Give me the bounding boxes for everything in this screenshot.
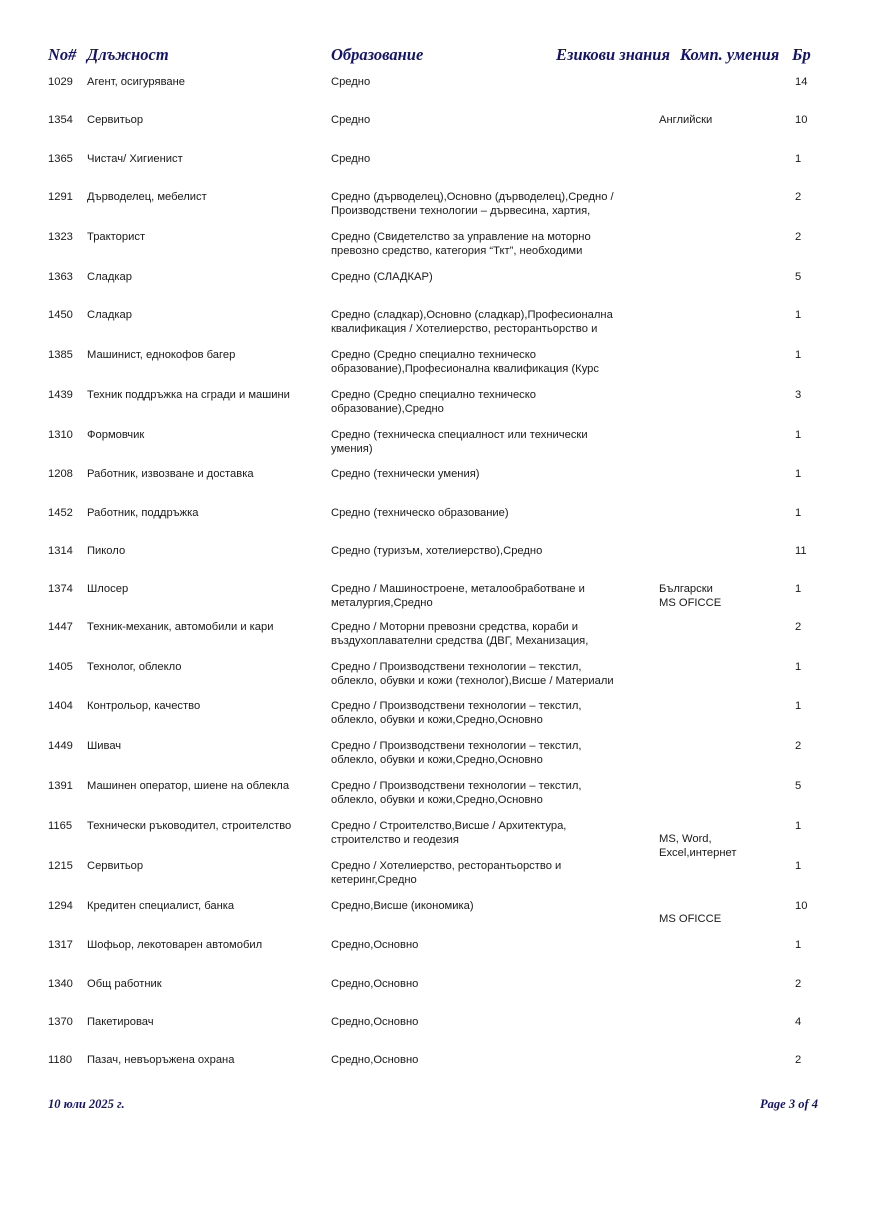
row-position: Шофьор, лекотоварен автомобил bbox=[87, 939, 263, 951]
row-number: 1374 bbox=[48, 583, 73, 595]
education-line: образование),Средно bbox=[331, 403, 444, 415]
row-count: 3 bbox=[795, 389, 802, 401]
row-position: Техник поддръжка на сгради и машини bbox=[87, 389, 290, 401]
row-position: Чистач/ Хигиенист bbox=[87, 153, 183, 165]
row-position: Работник, поддръжка bbox=[87, 507, 199, 519]
header-languages: Езикови знания bbox=[556, 45, 670, 64]
education-line: Средно,Висше (икономика) bbox=[331, 900, 474, 912]
education-line: Средно (Свидетелство за управление на моторно bbox=[331, 231, 591, 243]
education-line: Средно / Строителство,Висше / Архитектура, bbox=[331, 820, 567, 832]
header-education: Образование bbox=[331, 45, 424, 64]
education-line: Средно,Основно bbox=[331, 1054, 419, 1066]
skills-entry bbox=[659, 832, 737, 860]
row-count: 2 bbox=[795, 1054, 802, 1066]
skill-line: Excel,интернет bbox=[659, 847, 737, 859]
row-number: 1447 bbox=[48, 621, 73, 633]
row-count: 1 bbox=[795, 661, 802, 673]
row-education bbox=[331, 113, 370, 127]
row-education bbox=[331, 859, 561, 887]
row-education bbox=[331, 75, 370, 89]
row-education bbox=[331, 544, 542, 558]
row-education bbox=[331, 152, 370, 166]
education-line: Средно / Производствени технологии – текстил, bbox=[331, 661, 582, 673]
row-education bbox=[331, 428, 588, 456]
row-count: 10 bbox=[795, 114, 808, 126]
row-number: 1365 bbox=[48, 153, 73, 165]
row-position: Шлосер bbox=[87, 583, 129, 595]
row-number: 1449 bbox=[48, 740, 73, 752]
education-line: металургия,Средно bbox=[331, 597, 433, 609]
row-count: 5 bbox=[795, 271, 802, 283]
row-education bbox=[331, 190, 614, 218]
header-no: No# bbox=[48, 45, 77, 64]
education-line: облекло, обувки и кожи,Средно,Основно bbox=[331, 754, 543, 766]
row-position: Кредитен специалист, банка bbox=[87, 900, 235, 912]
education-line: строителство и геодезия bbox=[331, 834, 459, 846]
row-count: 2 bbox=[795, 231, 802, 243]
skills-entry bbox=[659, 582, 721, 610]
row-education bbox=[331, 977, 418, 991]
row-number: 1310 bbox=[48, 429, 73, 441]
row-position: Шивач bbox=[87, 740, 122, 752]
skills-entry bbox=[659, 113, 712, 127]
row-number: 1404 bbox=[48, 700, 73, 712]
row-number: 1340 bbox=[48, 978, 73, 990]
row-count: 14 bbox=[795, 76, 808, 88]
education-line: Средно (технически умения) bbox=[331, 468, 480, 480]
row-education bbox=[331, 1053, 418, 1067]
footer-date: 10 юли 2025 г. bbox=[48, 1097, 125, 1111]
row-number: 1405 bbox=[48, 661, 73, 673]
row-education bbox=[331, 467, 480, 481]
row-number: 1439 bbox=[48, 389, 73, 401]
education-line: Средно / Производствени технологии – текстил, bbox=[331, 740, 582, 752]
row-position: Технически ръководител, строителство bbox=[87, 820, 292, 832]
row-education bbox=[331, 819, 566, 847]
row-position: Технолог, облекло bbox=[87, 661, 182, 673]
skill-line: MS OFICCE bbox=[659, 597, 722, 609]
skill-line: Български bbox=[659, 583, 713, 595]
education-line: Средно (СЛАДКАР) bbox=[331, 271, 433, 283]
row-position: Машинен оператор, шиене на облекла bbox=[87, 780, 290, 792]
row-position: Пазач, невъоръжена охрана bbox=[87, 1054, 235, 1066]
row-number: 1452 bbox=[48, 507, 73, 519]
row-count: 4 bbox=[795, 1016, 802, 1028]
education-line: образование),Професионална квалификация (Курс bbox=[331, 363, 599, 375]
row-education bbox=[331, 899, 474, 913]
education-line: облекло, обувки и кожи (технолог),Висше / Материали bbox=[331, 675, 614, 687]
row-count: 10 bbox=[795, 900, 808, 912]
row-position: Формовчик bbox=[87, 429, 145, 441]
education-line: облекло, обувки и кожи,Средно,Основно bbox=[331, 794, 543, 806]
row-position: Контрольор, качество bbox=[87, 700, 201, 712]
row-number: 1208 bbox=[48, 468, 73, 480]
education-line: Средно (дърводелец),Основно (дърводелец),Средно / bbox=[331, 191, 614, 203]
header-computer-skills: Комп. умения bbox=[680, 45, 780, 64]
education-line: Средно,Основно bbox=[331, 978, 419, 990]
row-number: 1363 bbox=[48, 271, 73, 283]
education-line: умения) bbox=[331, 443, 373, 455]
row-position: Пиколо bbox=[87, 545, 126, 557]
row-number: 1450 bbox=[48, 309, 73, 321]
education-line: Средно / Производствени технологии – текстил, bbox=[331, 700, 582, 712]
skill-line: Английски bbox=[659, 114, 713, 126]
row-number: 1180 bbox=[48, 1054, 73, 1066]
row-education bbox=[331, 660, 614, 688]
row-number: 1317 bbox=[48, 939, 73, 951]
education-line: Средно bbox=[331, 153, 371, 165]
row-count: 1 bbox=[795, 429, 802, 441]
row-number: 1354 bbox=[48, 114, 73, 126]
row-education bbox=[331, 779, 581, 807]
row-count: 2 bbox=[795, 621, 802, 633]
row-count: 1 bbox=[795, 309, 802, 321]
header-position: Длъжност bbox=[87, 45, 169, 64]
row-position: Сервитьор bbox=[87, 114, 144, 126]
education-line: Средно (техническа специалност или технически bbox=[331, 429, 588, 441]
row-count: 5 bbox=[795, 780, 802, 792]
education-line: Средно (Средно специално техническо bbox=[331, 349, 537, 361]
row-number: 1029 bbox=[48, 76, 73, 88]
education-line: Средно (туризъм, хотелиерство),Средно bbox=[331, 545, 543, 557]
education-line: кетеринг,Средно bbox=[331, 874, 417, 886]
row-position: Техник-механик, автомобили и кари bbox=[87, 621, 274, 633]
row-education bbox=[331, 388, 536, 416]
row-position: Агент, осигуряване bbox=[87, 76, 186, 88]
footer-page-number: Page 3 of 4 bbox=[760, 1097, 818, 1111]
education-line: Средно (Средно специално техническо bbox=[331, 389, 537, 401]
education-line: квалификация / Хотелиерство, ресторантьорство и bbox=[331, 323, 598, 335]
education-line: Средно,Основно bbox=[331, 939, 419, 951]
row-count: 11 bbox=[795, 545, 807, 557]
row-count: 1 bbox=[795, 583, 802, 595]
row-education bbox=[331, 938, 418, 952]
row-number: 1215 bbox=[48, 860, 73, 872]
education-line: Средно (техническо образование) bbox=[331, 507, 509, 519]
row-education bbox=[331, 739, 581, 767]
row-count: 2 bbox=[795, 740, 802, 752]
education-line: облекло, обувки и кожи,Средно,Основно bbox=[331, 714, 543, 726]
row-count: 2 bbox=[795, 978, 802, 990]
row-count: 2 bbox=[795, 191, 802, 203]
education-line: Средно (сладкар),Основно (сладкар),Професионална bbox=[331, 309, 613, 321]
skills-entry bbox=[659, 912, 721, 926]
row-number: 1314 bbox=[48, 545, 73, 557]
row-number: 1385 bbox=[48, 349, 73, 361]
row-position: Тракторист bbox=[87, 231, 146, 243]
education-line: Средно / Моторни превозни средства, кораби и bbox=[331, 621, 579, 633]
row-number: 1323 bbox=[48, 231, 73, 243]
row-education bbox=[331, 348, 599, 376]
row-count: 1 bbox=[795, 468, 802, 480]
education-line: Средно bbox=[331, 114, 371, 126]
education-line: Производствени технологии – дървесина, хартия, bbox=[331, 205, 591, 217]
education-line: Средно / Хотелиерство, ресторантьорство и bbox=[331, 860, 562, 872]
row-count: 1 bbox=[795, 939, 802, 951]
education-line: Средно / Производствени технологии – текстил, bbox=[331, 780, 582, 792]
education-line: превозно средство, категория “Ткт”, необходими bbox=[331, 245, 583, 257]
education-line: Средно bbox=[331, 76, 371, 88]
row-education bbox=[331, 582, 585, 610]
row-education bbox=[331, 620, 588, 648]
skill-line: MS, Word, bbox=[659, 833, 712, 845]
row-education bbox=[331, 230, 591, 258]
education-line: въздухоплавателни средства (ДВГ, Механизация, bbox=[331, 635, 589, 647]
row-education bbox=[331, 308, 613, 336]
row-education bbox=[331, 699, 581, 727]
education-line: Средно,Основно bbox=[331, 1016, 419, 1028]
row-position: Сервитьор bbox=[87, 860, 144, 872]
row-education bbox=[331, 506, 509, 520]
header-count: Бр bbox=[792, 45, 811, 64]
row-position: Сладкар bbox=[87, 271, 132, 283]
row-position: Дърводелец, мебелист bbox=[87, 191, 207, 203]
row-education bbox=[331, 270, 433, 284]
row-position: Пакетировач bbox=[87, 1016, 154, 1028]
row-position: Машинист, еднокофов багер bbox=[87, 349, 236, 361]
row-count: 1 bbox=[795, 860, 802, 872]
row-count: 1 bbox=[795, 507, 802, 519]
row-number: 1165 bbox=[48, 820, 73, 832]
row-number: 1391 bbox=[48, 780, 73, 792]
education-line: Средно / Машиностроене, металообработване и bbox=[331, 583, 585, 595]
row-number: 1291 bbox=[48, 191, 73, 203]
row-count: 1 bbox=[795, 820, 802, 832]
row-count: 1 bbox=[795, 349, 802, 361]
row-count: 1 bbox=[795, 700, 802, 712]
row-education bbox=[331, 1015, 418, 1029]
row-position: Сладкар bbox=[87, 309, 132, 321]
row-count: 1 bbox=[795, 153, 802, 165]
skill-line: MS OFICCE bbox=[659, 913, 722, 925]
row-position: Общ работник bbox=[87, 978, 162, 990]
row-position: Работник, извозване и доставка bbox=[87, 468, 254, 480]
row-number: 1370 bbox=[48, 1016, 73, 1028]
row-number: 1294 bbox=[48, 900, 73, 912]
